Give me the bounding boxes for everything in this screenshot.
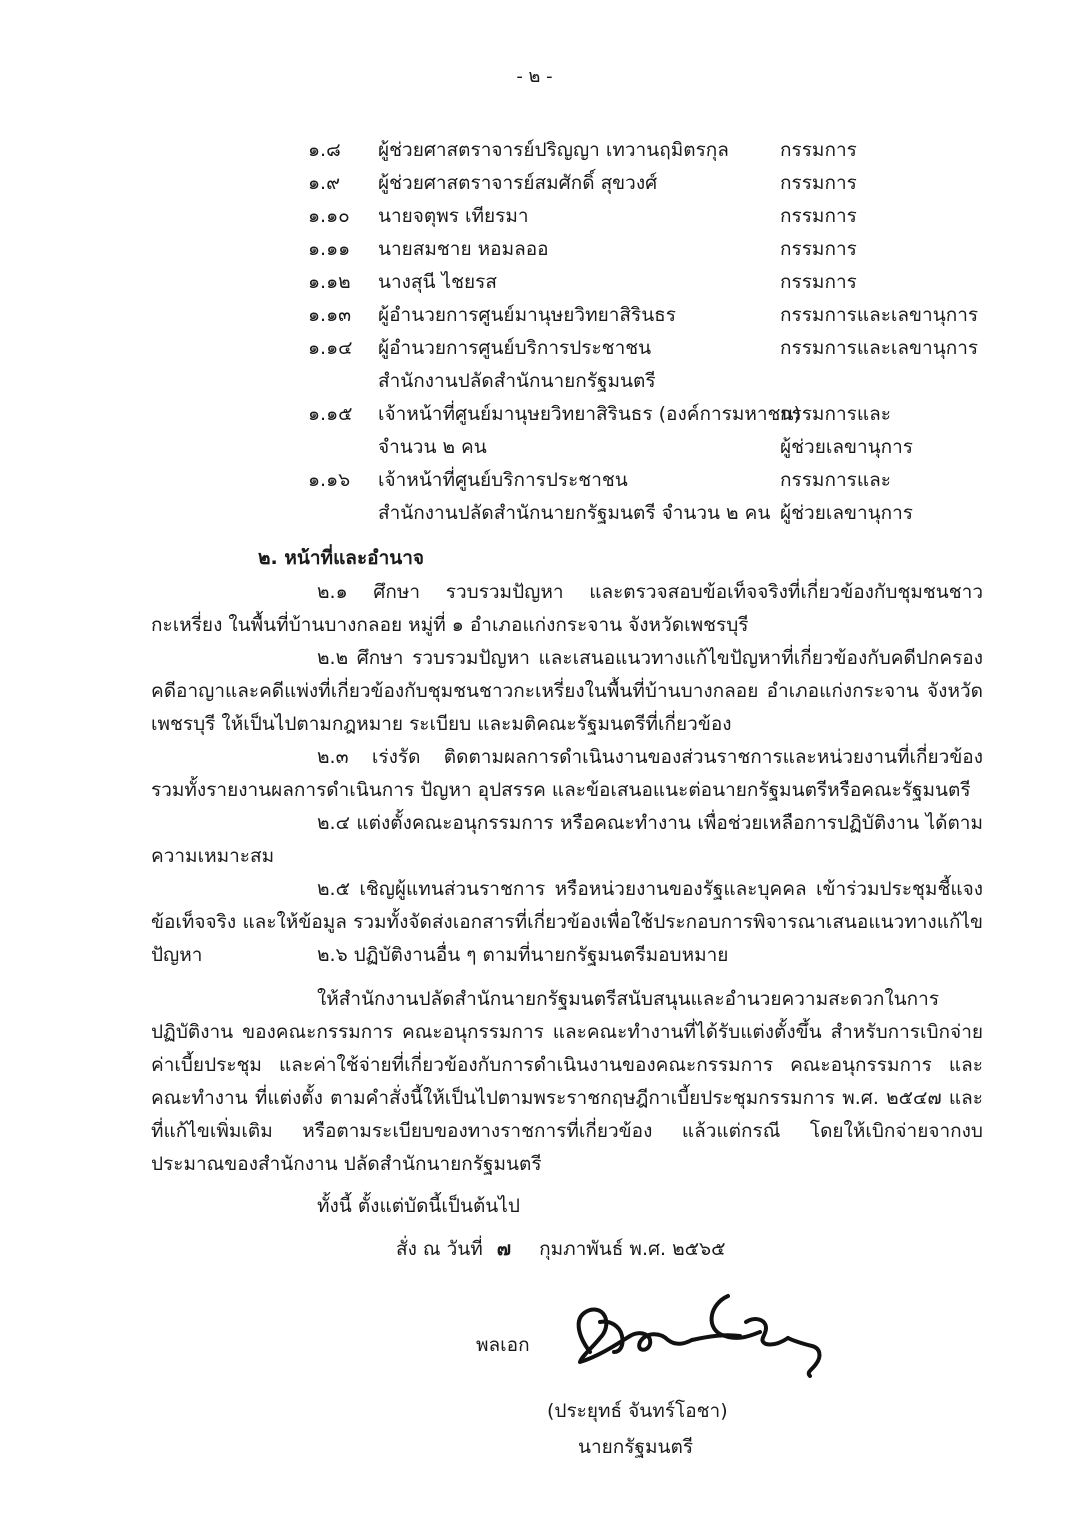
member-number: ๑.๙ — [308, 172, 341, 194]
date-month-year: กุมภาพันธ์ พ.ศ. ๒๕๖๕ — [539, 1238, 726, 1260]
member-name: สำนักงานปลัดสำนักนายกรัฐมนตรี จำนวน ๒ คน — [378, 502, 771, 524]
duty-first-line: ๒.๒ ศึกษา รวบรวมปัญหา และเสนอแนวทางแก้ไขปัญหาที่เกี่ยวข้องกับคดีปกครอง — [317, 647, 983, 669]
member-number: ๑.๑๒ — [308, 271, 351, 293]
effective-clause: ทั้งนี้ ตั้งแต่บัดนี้เป็นต้นไป — [317, 1195, 520, 1217]
member-role: กรรมการและ — [780, 469, 891, 491]
signer-rank: พลเอก — [476, 1334, 530, 1356]
handwritten-signature — [560, 1286, 840, 1386]
date-prefix: สั่ง ณ วันที่ — [396, 1238, 483, 1260]
duty-first-line: ๒.๑ ศึกษา รวบรวมปัญหา และตรวจสอบข้อเท็จจริงที่เกี่ยวข้องกับชุมชนชาวกะเหรี่ยง — [151, 581, 983, 636]
signer-title: นายกรัฐมนตรี — [578, 1436, 694, 1458]
member-number: ๑.๘ — [308, 139, 341, 161]
member-number: ๑.๑๐ — [308, 205, 350, 227]
order-date — [396, 1234, 725, 1264]
member-name: จำนวน ๒ คน — [378, 436, 487, 458]
duty-continuation-line: คดีอาญาและคดีแพ่งที่เกี่ยวข้องกับชุมชนชาวกะเหรี่ยงในพื้นที่บ้านบางกลอย อำเภอแก่งกระจาน — [151, 680, 919, 702]
member-role: กรรมการ — [780, 205, 857, 227]
support-paragraph-line: ของคณะกรรมการ คณะอนุกรรมการ และคณะทำงานที่ได้รับแต่งตั้งขึ้น สำหรับการเบิกจ่ายค่าเบี้ยประชุม — [151, 1021, 983, 1076]
duty-continuation-line: รวมทั้งรายงานผลการดำเนินการ ปัญหา อุปสรรค และข้อเสนอแนะต่อนายกรัฐมนตรีหรือคณะรัฐมนตรี — [151, 779, 971, 801]
member-number: ๑.๑๔ — [308, 337, 353, 359]
member-name: นางสุนี ไชยรส — [378, 271, 497, 293]
date-day: ๗ — [496, 1238, 512, 1260]
duty-continuation-line: และให้ข้อมูล รวมทั้งจัดส่งเอกสารที่เกี่ยวข้องเพื่อใช้ประกอบการพิจารณาเสนอแนวทางแก้ไขปัญหา — [151, 911, 983, 966]
page-number: - ๒ - — [516, 66, 553, 87]
member-name: ผู้ช่วยศาสตราจารย์ปริญญา เทวานฤมิตรกุล — [378, 139, 729, 161]
member-role: ผู้ช่วยเลขานุการ — [780, 502, 913, 524]
duty-first-line: ๒.๕ เชิญผู้แทนส่วนราชการ หรือหน่วยงานของรัฐและบุคคล เข้าร่วมประชุมชี้แจงข้อเท็จจริง — [151, 878, 983, 933]
member-number: ๑.๑๕ — [308, 403, 353, 425]
member-role: ผู้ช่วยเลขานุการ — [780, 436, 913, 458]
member-name: เจ้าหน้าที่ศูนย์มานุษยวิทยาสิรินธร (องค์การมหาชน) — [378, 403, 801, 425]
member-number: ๑.๑๑ — [308, 238, 351, 260]
member-name: สำนักงานปลัดสำนักนายกรัฐมนตรี — [378, 370, 656, 392]
member-role: กรรมการและ — [780, 403, 891, 425]
duty-first-line: ๒.๔ แต่งตั้งคณะอนุกรรมการ หรือคณะทำงาน เพื่อช่วยเหลือการปฏิบัติงาน — [317, 812, 920, 834]
duty-continuation-line: จังหวัดเพชรบุรี ให้เป็นไปตามกฎหมาย ระเบียบ และมติคณะรัฐมนตรีที่เกี่ยวข้อง — [151, 680, 983, 735]
support-paragraph — [151, 983, 983, 1181]
member-name: นายจตุพร เทียรมา — [378, 205, 529, 227]
member-name: ผู้ช่วยศาสตราจารย์สมศักดิ์ สุขวงศ์ — [378, 172, 658, 194]
support-paragraph-line: และค่าใช้จ่ายที่เกี่ยวข้องกับการดำเนินงานของคณะกรรมการ คณะอนุกรรมการ และคณะทำงาน ที่แต่งตั้ง — [151, 1054, 984, 1109]
member-name: ผู้อำนวยการศูนย์มานุษยวิทยาสิรินธร — [378, 304, 676, 326]
member-number: ๑.๑๓ — [308, 304, 352, 326]
support-paragraph-line: หรือตามระเบียบของทางราชการที่เกี่ยวข้อง แล้วแต่กรณี โดยให้เบิกจ่ายจากงบประมาณของสำนักงาน — [151, 1120, 983, 1175]
member-role: กรรมการ — [780, 271, 857, 293]
member-role: กรรมการ — [780, 139, 857, 161]
signer-name: (ประยุทธ์ จันทร์โอชา) — [547, 1400, 728, 1422]
member-role: กรรมการและเลขานุการ — [780, 304, 979, 326]
duty-item — [151, 807, 983, 873]
duty-item — [151, 741, 983, 807]
member-name: ผู้อำนวยการศูนย์บริการประชาชน — [378, 337, 652, 359]
duty-first-line: ๒.๖ ปฏิบัติงานอื่น ๆ ตามที่นายกรัฐมนตรีมอบหมาย — [317, 944, 729, 966]
member-number: ๑.๑๖ — [308, 469, 351, 491]
member-role: กรรมการและเลขานุการ — [780, 337, 979, 359]
support-paragraph-line: ตามคำสั่งนี้ให้เป็นไปตามพระราชกฤษฎีกาเบี้ยประชุมกรรมการ พ.ศ. ๒๕๔๗ และที่แก้ไขเพิ่มเติม — [151, 1087, 983, 1142]
member-role: กรรมการ — [780, 172, 857, 194]
duty-first-line: ๒.๓ เร่งรัด ติดตามผลการดำเนินงานของส่วนราชการและหน่วยงานที่เกี่ยวข้อง — [317, 746, 983, 768]
duty-item — [151, 939, 983, 972]
duty-continuation-line: ได้ตามความเหมาะสม — [151, 812, 983, 867]
duty-item — [151, 642, 983, 741]
member-role: กรรมการ — [780, 238, 857, 260]
duty-continuation-line: ในพื้นที่บ้านบางกลอย หมู่ที่ ๑ อำเภอแก่งกระจาน จังหวัดเพชรบุรี — [228, 614, 749, 636]
support-paragraph-first-line: ให้สำนักงานปลัดสำนักนายกรัฐมนตรีสนับสนุนและอำนวยความสะดวกในการปฏิบัติงาน — [151, 988, 940, 1043]
duties-heading: ๒. หน้าที่และอำนาจ — [258, 547, 425, 569]
support-paragraph-line: ปลัดสำนักนายกรัฐมนตรี — [343, 1153, 542, 1175]
duty-item — [151, 576, 983, 642]
member-name: เจ้าหน้าที่ศูนย์บริการประชาชน — [378, 469, 628, 491]
member-name: นายสมชาย หอมลออ — [378, 238, 549, 260]
